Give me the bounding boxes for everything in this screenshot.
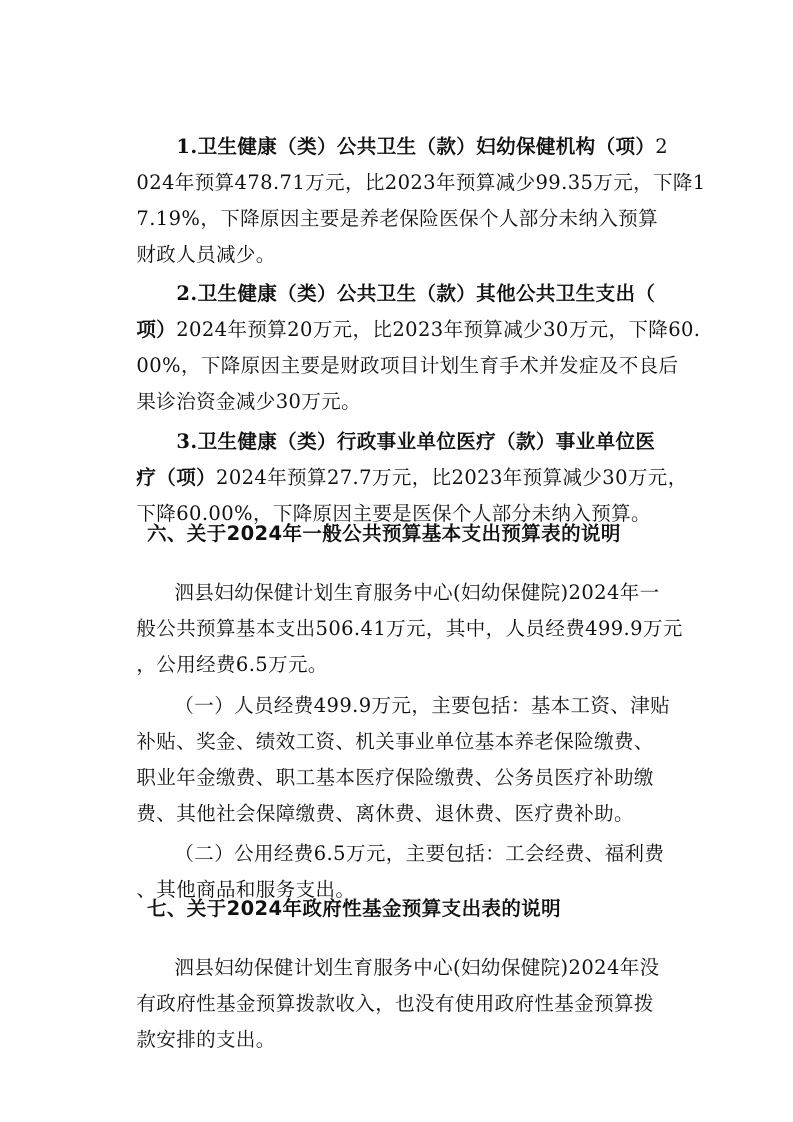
text-line xyxy=(110,1010,276,1069)
body-text: （二）公用经费6.5万元，主要包括：工会经费、福利费 xyxy=(174,841,665,865)
body-text: 024年预算478.71万元，比2023年预算减少99.35万元，下降1 xyxy=(136,170,706,194)
bold-text: 3.卫生健康（类）行政事业单位医疗（款）事业单位医 xyxy=(176,429,656,453)
body-text: 费、其他社会保障缴费、离休费、退休费、医疗费补助。 xyxy=(136,801,634,825)
body-text: 财政人员减少。 xyxy=(136,242,276,266)
body-text: 2024年预算20万元，比2023年预算减少30万元，下降60. xyxy=(176,317,701,341)
body-text: 果诊治资金减少30万元。 xyxy=(136,389,362,413)
body-text: 7.19%，下降原因主要是养老保险医保个人部分未纳入预算 xyxy=(136,206,659,230)
body-text: 下降60.00%，下降原因主要是医保个人部分未纳入预算。 xyxy=(136,501,651,525)
section-heading: 六、关于2024年一般公共预算基本支出预算表的说明 xyxy=(147,522,621,545)
bold-text: 项） xyxy=(136,317,177,341)
body-text: 、其他商品和服务支出。 xyxy=(136,877,356,901)
body-text: 00%，下降原因主要是财政项目计划生育手术并发症及不良后 xyxy=(136,353,679,377)
body-text: 有政府性基金预算拨款收入，也没有使用政府性基金预算拨 xyxy=(136,991,654,1015)
body-text: ，公用经费6.5万元。 xyxy=(136,652,328,676)
body-text: （一）人员经费499.9万元，主要包括：基本工资、津贴 xyxy=(174,693,671,717)
body-text: 2024年预算27.7万元，比2023年预算减少30万元， xyxy=(216,465,688,489)
body-text: 款安排的支出。 xyxy=(136,1027,276,1051)
body-text: 2 xyxy=(655,134,669,158)
bold-text: 2.卫生健康（类）公共卫生（款）其他公共卫生支出（ xyxy=(176,281,656,305)
section-heading: 七、关于2024年政府性基金预算支出表的说明 xyxy=(147,897,562,920)
body-text: 泗县妇幼保健计划生育服务中心(妇幼保健院)2024年一 xyxy=(174,580,660,604)
body-text: 般公共预算基本支出506.41万元，其中，人员经费499.9万元 xyxy=(136,616,683,640)
bold-text: 1.卫生健康（类）公共卫生（款）妇幼保健机构（项） xyxy=(176,134,656,158)
bold-text: 疗（项） xyxy=(136,465,217,489)
body-text: 泗县妇幼保健计划生育服务中心(妇幼保健院)2024年没 xyxy=(174,955,660,979)
body-text: 职业年金缴费、职工基本医疗保险缴费、公务员医疗补助缴 xyxy=(136,765,654,789)
body-text: 补贴、奖金、绩效工资、机关事业单位基本养老保险缴费、 xyxy=(136,729,654,753)
